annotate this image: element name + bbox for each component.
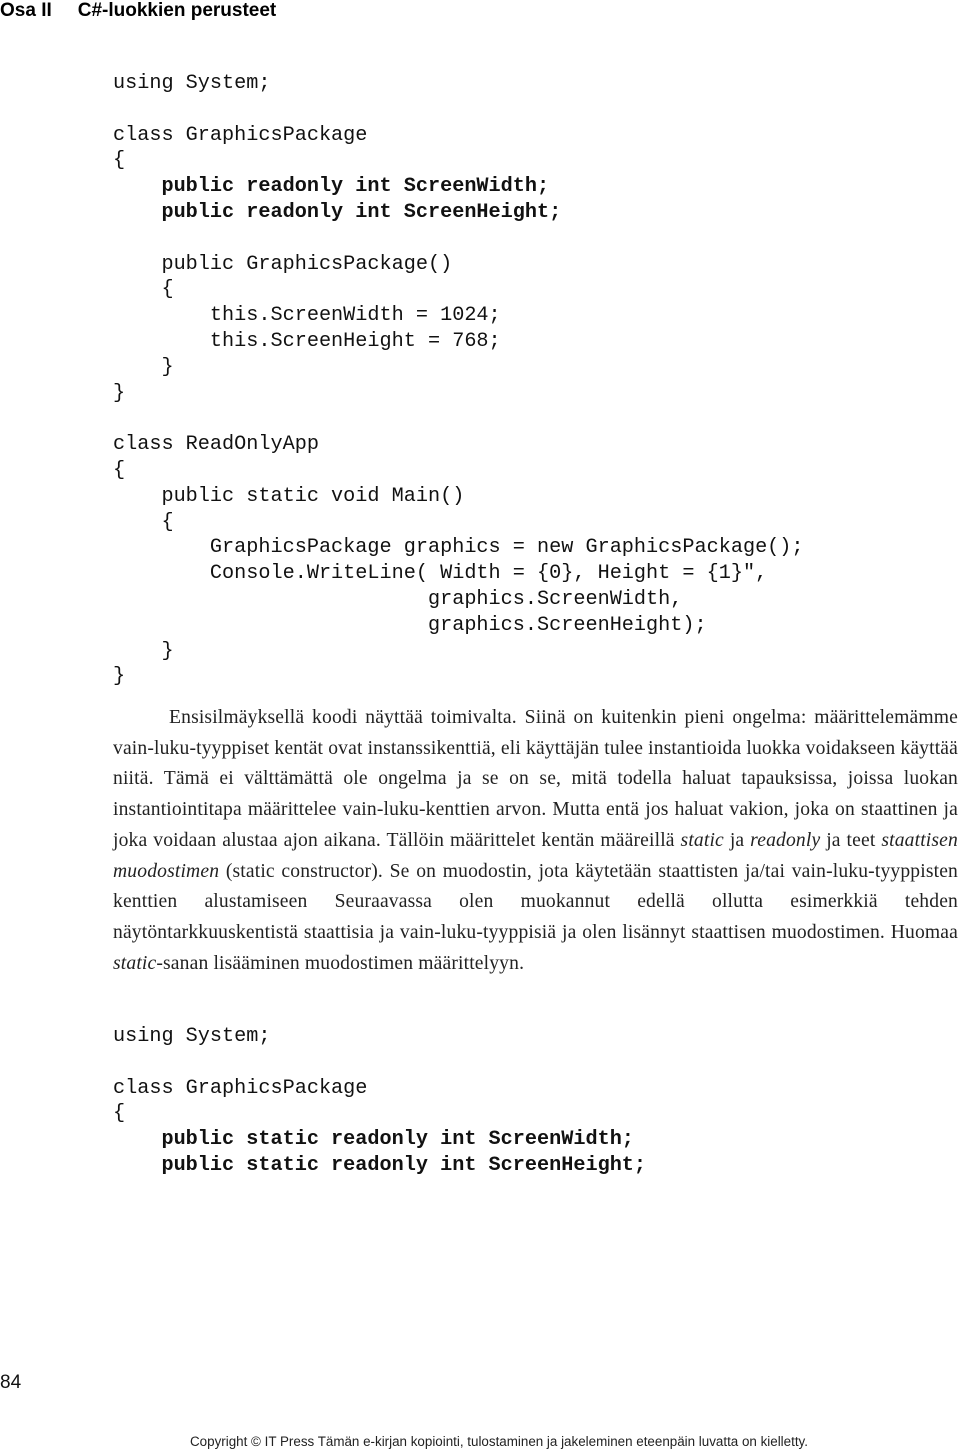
code-line: graphics.ScreenWidth, [113, 587, 683, 611]
code-line-highlighted: public readonly int ScreenWidth; [113, 175, 550, 199]
code-line: { [113, 1102, 126, 1126]
paragraph-text: -sanan lisääminen muodostimen määrittelyyn. [156, 952, 525, 974]
code-line: { [113, 458, 126, 482]
keyword-readonly: readonly [750, 829, 821, 851]
keyword-static: static [113, 952, 157, 974]
chapter-title: C#-luokkien perusteet [77, 0, 277, 21]
paragraph-text: ja teet [820, 829, 882, 851]
code-line [113, 97, 804, 123]
code-line [113, 406, 804, 432]
code-line: class GraphicsPackage [113, 123, 368, 147]
code-line: { [113, 278, 174, 302]
copyright-footer: Copyright © IT Press Tämän e-kirjan kopiointi, tulostaminen ja jakeleminen eteenpäin luvatta on kielletty. [190, 1434, 808, 1449]
code-line: graphics.ScreenHeight); [113, 613, 707, 637]
code-line: this.ScreenWidth = 1024; [113, 304, 501, 328]
code-line-highlighted: public static readonly int ScreenHeight; [113, 1153, 647, 1177]
code-listing-1 [113, 71, 804, 690]
code-line: } [113, 355, 174, 379]
code-line: Console.WriteLine( Width = {0}, Height = {1}", [113, 562, 768, 586]
code-line: using System; [113, 72, 271, 95]
code-line: this.ScreenHeight = 768; [113, 329, 501, 353]
paragraph-text: Ensisilmäyksellä koodi näyttää toimivalta. Siinä on kuitenkin pieni ongelma: määrittelemämme vain-luku-tyyppiset kentät ovat instanssikenttiä, eli käyttäjän tulee instantioida luokka voidakseen käyttää niitä. Tämä ei välttämättä ole ongelma ja se on se, mitä todella haluat tapauksissa, joissa luokan instantiointitapa määrittelee vain-luku-kenttien arvon. Mutta entä jos haluat vakion, joka on staattinen ja joka voidaan alustaa ajon aikana. Tällöin määrittelet kentän määreillä [113, 707, 958, 851]
page-number: 84 [0, 1372, 22, 1393]
running-head [0, 0, 276, 22]
code-line: using System; [113, 1025, 271, 1048]
code-line: { [113, 149, 126, 173]
code-line-highlighted: public readonly int ScreenHeight; [113, 200, 562, 224]
code-line: } [113, 665, 126, 689]
body-paragraph [113, 703, 958, 979]
paragraph-text: ja [723, 829, 751, 851]
code-line [113, 1050, 646, 1076]
code-line: class GraphicsPackage [113, 1076, 368, 1100]
code-line: GraphicsPackage graphics = new GraphicsPackage(); [113, 536, 804, 560]
keyword-static: static [680, 829, 724, 851]
code-line: } [113, 381, 126, 405]
code-line-highlighted: public static readonly int ScreenWidth; [113, 1128, 634, 1152]
part-label: Osa II [0, 0, 52, 21]
code-line: public static void Main() [113, 484, 465, 508]
code-listing-2 [113, 1024, 646, 1179]
code-line: } [113, 639, 174, 663]
code-line: { [113, 510, 174, 534]
term-static-constructor: staattisen muodostimen [113, 829, 958, 882]
code-line: class ReadOnlyApp [113, 433, 319, 457]
code-line [113, 226, 804, 252]
paragraph-text: (static constructor). Se on muodostin, jota käytetään staattisten ja/tai vain-luku-tyyppisten kenttien alustamiseen Seuraavassa olen muokannut edellä ollutta esimerkkiä tehden näytöntarkkuuskentistä staattisia ja vain-luku-tyyppisiä ja olen lisännyt staattisen muodostimen. Huomaa [113, 860, 958, 943]
code-line: public GraphicsPackage() [113, 252, 453, 276]
